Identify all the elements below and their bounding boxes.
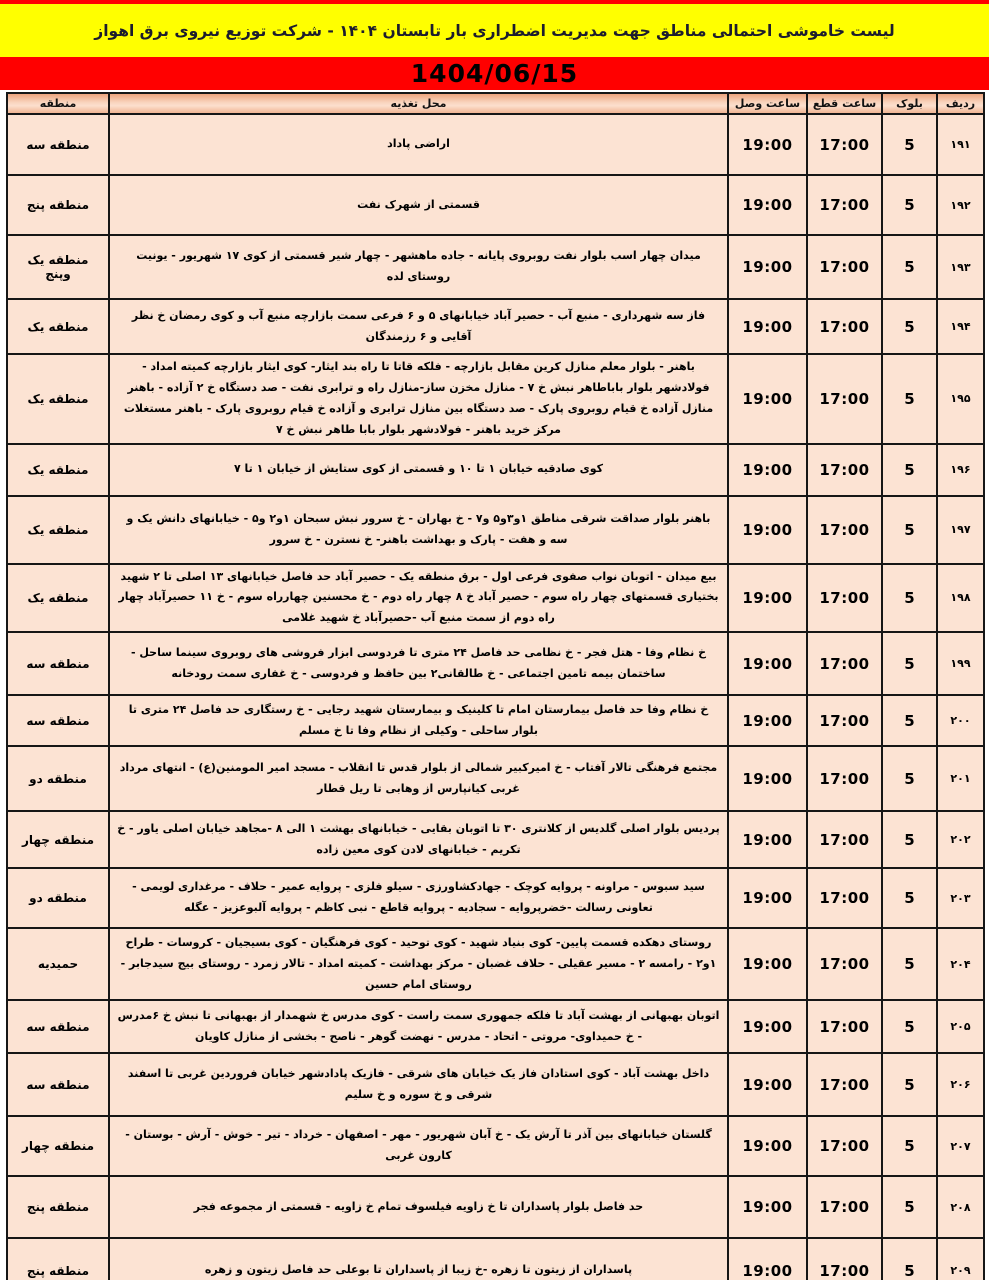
table-row (7, 496, 984, 564)
block-cell: 5 (882, 632, 937, 695)
location-cell: پاسداران از زیتون تا زهره -خ زیبا از پاسداران تا بوعلی حد فاصل زیتون و زهره (109, 1238, 728, 1280)
column-header-region: منطقه (7, 93, 109, 114)
location-cell: قسمتی از شهرک نفت (109, 175, 728, 235)
row-number-cell: ۲۰۳ (937, 868, 984, 928)
row-number-cell: ۲۰۰ (937, 695, 984, 746)
cut-time-cell: 17:00 (807, 811, 882, 868)
reconnect-time-cell: 19:00 (728, 1238, 807, 1280)
block-cell: 5 (882, 444, 937, 496)
table-row (7, 868, 984, 928)
column-header-block: بلوک (882, 93, 937, 114)
block-cell: 5 (882, 1176, 937, 1238)
row-number-cell: ۲۰۶ (937, 1053, 984, 1116)
region-cell: منطقه سه (7, 695, 109, 746)
region-cell: منطقه سه (7, 114, 109, 175)
row-number-cell: ۱۹۸ (937, 564, 984, 633)
region-cell: منطقه چهار (7, 811, 109, 868)
block-cell: 5 (882, 1053, 937, 1116)
region-cell: منطقه یک وپنج (7, 235, 109, 299)
location-cell: اراضی پاداد (109, 114, 728, 175)
row-number-cell: ۱۹۳ (937, 235, 984, 299)
cut-time-cell: 17:00 (807, 1053, 882, 1116)
cut-time-cell: 17:00 (807, 868, 882, 928)
region-cell: منطقه یک (7, 564, 109, 633)
cut-time-cell: 17:00 (807, 1116, 882, 1176)
cut-time-cell: 17:00 (807, 114, 882, 175)
block-cell: 5 (882, 868, 937, 928)
outage-table-body (7, 114, 984, 1280)
region-cell: منطقه یک (7, 354, 109, 444)
block-cell: 5 (882, 496, 937, 564)
location-cell: خ نظام وفا حد فاصل بیمارستان امام تا کلینیک و بیمارستان شهید رجایی - خ رستگاری حد فاصل ۲۴ متری تا بلوار ساحلی - وکیلی از نظام وفا تا خ مسلم (109, 695, 728, 746)
title-banner (0, 4, 989, 57)
block-cell: 5 (882, 1238, 937, 1280)
reconnect-time-cell: 19:00 (728, 1053, 807, 1116)
cut-time-cell: 17:00 (807, 564, 882, 633)
block-cell: 5 (882, 175, 937, 235)
cut-time-cell: 17:00 (807, 695, 882, 746)
row-number-cell: ۲۰۱ (937, 746, 984, 811)
reconnect-time-cell: 19:00 (728, 235, 807, 299)
date-banner (0, 57, 989, 90)
location-cell: گلستان خیابانهای بین آذر تا آرش یک - خ آبان شهریور - مهر - اصفهان - خرداد - تیر - خوش - آرش - بوستان - کارون غربی (109, 1116, 728, 1176)
reconnect-time-cell: 19:00 (728, 564, 807, 633)
reconnect-time-cell: 19:00 (728, 746, 807, 811)
row-number-cell: ۱۹۴ (937, 299, 984, 354)
reconnect-time-cell: 19:00 (728, 928, 807, 1000)
block-cell: 5 (882, 1116, 937, 1176)
location-cell: روستای دهکده قسمت پایین- کوی بنیاد شهید - کوی توحید - کوی فرهنگیان - کوی بسیجیان - کروسات - طراح ۱و۲ - رامسه ۲ - مسیر عقیلی - حلاف غضبان - مرکز بهداشت - کمیته امداد - تالار زمرد - روستای بیج سیدجابر - روستای امام حسین (109, 928, 728, 1000)
table-row (7, 354, 984, 444)
location-cell: حد فاصل بلوار پاسداران تا خ زاویه فیلسوف تمام خ زاویه - قسمتی از مجموعه فجر (109, 1176, 728, 1238)
row-number-cell: ۲۰۴ (937, 928, 984, 1000)
block-cell: 5 (882, 695, 937, 746)
table-header-row (7, 93, 984, 114)
reconnect-time-cell: 19:00 (728, 1176, 807, 1238)
block-cell: 5 (882, 928, 937, 1000)
location-cell: بیع میدان - اتوبان نواب صفوی فرعی اول - برق منطقه یک - حصیر آباد حد فاصل خیابانهای ۱۳ اصلی تا ۲ شهید بختیاری قسمتهای چهار راه سوم - حصیر آباد خ ۸ چهار راه دوم - خ محسنین چهارراه سوم - خ ۱۱ حصیرآباد چهار راه دوم از سمت منبع آب -حصیرآباد خ شهید غلامی (109, 564, 728, 633)
block-cell: 5 (882, 299, 937, 354)
row-number-cell: ۲۰۸ (937, 1176, 984, 1238)
block-cell: 5 (882, 811, 937, 868)
location-cell: اتوبان بهبهانی از بهشت آباد تا فلکه جمهوری سمت راست - کوی مدرس خ شهمدار از بهبهانی تا نبش خ ۶مدرس - خ حمیداوی- مروتی - اتحاد - مدرس - نهضت گوهر - ناصح - بخشی از منازل کاویان (109, 1000, 728, 1053)
reconnect-time-cell: 19:00 (728, 444, 807, 496)
outage-table (6, 92, 985, 1280)
table-row (7, 114, 984, 175)
table-row (7, 235, 984, 299)
block-cell: 5 (882, 564, 937, 633)
block-cell: 5 (882, 746, 937, 811)
cut-time-cell: 17:00 (807, 235, 882, 299)
region-cell: منطقه چهار (7, 1116, 109, 1176)
reconnect-time-cell: 19:00 (728, 354, 807, 444)
column-header-row-number: ردیف (937, 93, 984, 114)
location-cell: داخل بهشت آباد - کوی استادان فاز یک خیابان های شرقی - فازیک پادادشهر خیابان فروردین غربی تا اسفند شرقی و خ سوره و خ سلیم (109, 1053, 728, 1116)
reconnect-time-cell: 19:00 (728, 1116, 807, 1176)
table-row (7, 632, 984, 695)
table-row (7, 1053, 984, 1116)
block-cell: 5 (882, 114, 937, 175)
table-row (7, 1000, 984, 1053)
region-cell: منطقه سه (7, 1000, 109, 1053)
location-cell: کوی صادقیه خیابان ۱ تا ۱۰ و قسمتی از کوی ستایش از خیابان ۱ تا ۷ (109, 444, 728, 496)
region-cell: منطقه سه (7, 632, 109, 695)
table-row (7, 444, 984, 496)
location-cell: میدان چهار اسب بلوار نفت روبروی پایانه - جاده ماهشهر - چهار شیر قسمتی از کوی ۱۷ شهریور - یونیت روستای لده (109, 235, 728, 299)
location-cell: خ نظام وفا - هتل فجر - خ نظامی حد فاصل ۲۴ متری تا فردوسی ابزار فروشی های روبروی سینما ساحل - ساختمان بیمه تامین اجتماعی - خ طالقانی۲ بین حافظ و فردوسی - خ غفاری سمت رودخانه (109, 632, 728, 695)
row-number-cell: ۲۰۲ (937, 811, 984, 868)
row-number-cell: ۱۹۹ (937, 632, 984, 695)
row-number-cell: ۱۹۷ (937, 496, 984, 564)
reconnect-time-cell: 19:00 (728, 299, 807, 354)
table-row (7, 299, 984, 354)
row-number-cell: ۲۰۵ (937, 1000, 984, 1053)
row-number-cell: ۱۹۱ (937, 114, 984, 175)
location-cell: مجتمع فرهنگی تالار آفتاب - خ امیرکبیر شمالی از بلوار قدس تا انقلاب - مسجد امیر المومنین(ع) - انتهای مرداد غربی کیانپارس از وهابی تا ریل قطار (109, 746, 728, 811)
region-cell: حمیدیه (7, 928, 109, 1000)
reconnect-time-cell: 19:00 (728, 496, 807, 564)
table-row (7, 564, 984, 633)
cut-time-cell: 17:00 (807, 746, 882, 811)
region-cell: منطقه یک (7, 496, 109, 564)
region-cell: منطقه پنج (7, 1176, 109, 1238)
table-row (7, 695, 984, 746)
row-number-cell: ۱۹۵ (937, 354, 984, 444)
cut-time-cell: 17:00 (807, 1238, 882, 1280)
location-cell: سید سبوس - مراونه - پروایه کوچک - جهادکشاورزی - سیلو فلزی - پروایه عمیر - حلاف - مرغداری لویمی - تعاونی رسالت -خضرپروایه - سجادیه - پروایه قاطع - نبی کاظم - پروایه آلبوعزیز - عگله (109, 868, 728, 928)
block-cell: 5 (882, 1000, 937, 1053)
table-container (0, 90, 989, 1280)
column-header-reconnect-time: ساعت وصل (728, 93, 807, 114)
schedule-date: 1404/06/15 (410, 59, 579, 88)
region-cell: منطقه سه (7, 1053, 109, 1116)
region-cell: منطقه پنج (7, 175, 109, 235)
table-row (7, 1238, 984, 1280)
region-cell: منطقه یک (7, 444, 109, 496)
cut-time-cell: 17:00 (807, 496, 882, 564)
table-row (7, 1176, 984, 1238)
row-number-cell: ۲۰۹ (937, 1238, 984, 1280)
region-cell: منطقه یک (7, 299, 109, 354)
row-number-cell: ۲۰۷ (937, 1116, 984, 1176)
cut-time-cell: 17:00 (807, 1000, 882, 1053)
row-number-cell: ۱۹۲ (937, 175, 984, 235)
region-cell: منطقه پنج (7, 1238, 109, 1280)
cut-time-cell: 17:00 (807, 299, 882, 354)
reconnect-time-cell: 19:00 (728, 175, 807, 235)
cut-time-cell: 17:00 (807, 632, 882, 695)
reconnect-time-cell: 19:00 (728, 632, 807, 695)
row-number-cell: ۱۹۶ (937, 444, 984, 496)
table-row (7, 811, 984, 868)
block-cell: 5 (882, 354, 937, 444)
reconnect-time-cell: 19:00 (728, 1000, 807, 1053)
column-header-location: محل تغذیه (109, 93, 728, 114)
reconnect-time-cell: 19:00 (728, 811, 807, 868)
reconnect-time-cell: 19:00 (728, 868, 807, 928)
location-cell: باهنر بلوار صداقت شرقی مناطق ۱و۳و۵ و۷ - خ بهاران - خ سرور نبش سبحان ۱و۲ و۵ - خیابانهای دانش یک و سه و هفت - پارک و بهداشت باهنر- خ نسترن - خ سرور (109, 496, 728, 564)
cut-time-cell: 17:00 (807, 928, 882, 1000)
table-row (7, 175, 984, 235)
table-row (7, 746, 984, 811)
location-cell: پردیس بلوار اصلی گلدیس از کلانتری ۳۰ تا اتوبان بقایی - خیابانهای بهشت ۱ الی ۸ -مجاهد خیابان اصلی یاور - خ تکریم - خیابانهای لادن کوی معین زاده (109, 811, 728, 868)
cut-time-cell: 17:00 (807, 175, 882, 235)
column-header-cut-time: ساعت قطع (807, 93, 882, 114)
location-cell: باهنر - بلوار معلم منازل کرین مقابل بازارچه - فلکه قاتا تا راه بند ایثار- کوی ایثار بازارچه کمیته امداد - فولادشهر بلوار باباطاهر نبش خ ۷ - منازل مخزن ساز-منازل راه و ترابری نفت - صد دستگاه خ ۲ آزاده - باهنر منازل آزاده خ قیام روبروی پارک - صد دستگاه بین منازل ترابری و آزاده خ قیام روبروی پارک - باهنر مستغلات مرکز خرید باهنر - فولادشهر بلوار بابا طاهر نبش خ ۷ (109, 354, 728, 444)
table-row (7, 1116, 984, 1176)
page-title: لیست خاموشی احتمالی مناطق جهت مدیریت اضطراری بار تابستان ۱۴۰۴ - شرکت توزیع نیروی برق اهواز (94, 21, 895, 40)
reconnect-time-cell: 19:00 (728, 695, 807, 746)
region-cell: منطقه دو (7, 746, 109, 811)
table-row (7, 928, 984, 1000)
reconnect-time-cell: 19:00 (728, 114, 807, 175)
cut-time-cell: 17:00 (807, 444, 882, 496)
block-cell: 5 (882, 235, 937, 299)
location-cell: فاز سه شهرداری - منبع آب - حصیر آباد خیابانهای ۵ و ۶ فرعی سمت بازارچه منبع آب و کوی رمضان خ نظر آقایی و ۶ رزمندگان (109, 299, 728, 354)
cut-time-cell: 17:00 (807, 1176, 882, 1238)
cut-time-cell: 17:00 (807, 354, 882, 444)
region-cell: منطقه دو (7, 868, 109, 928)
